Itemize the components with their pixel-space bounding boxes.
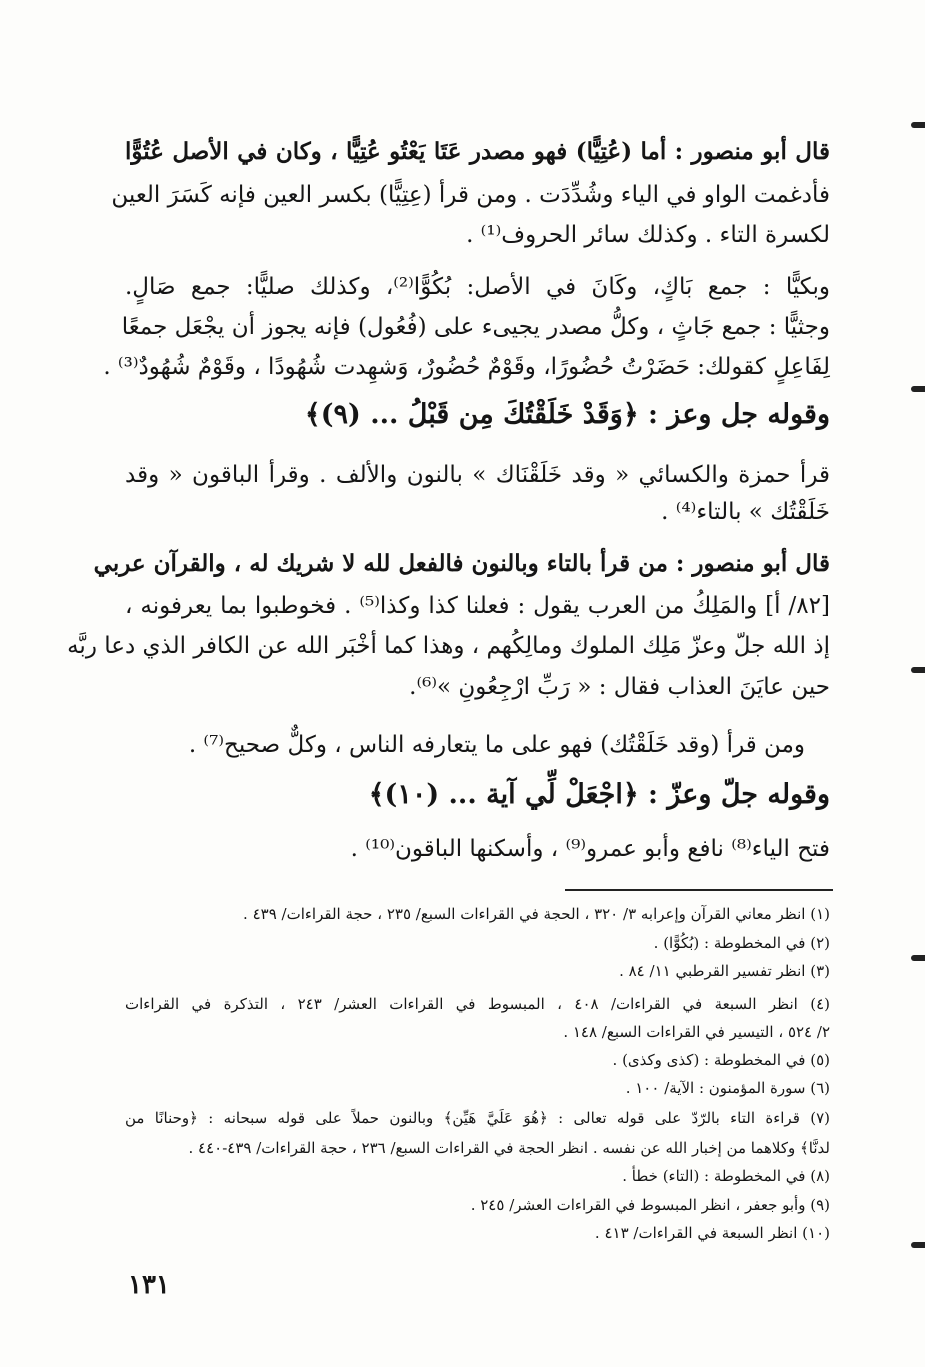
edge-mark xyxy=(911,122,925,128)
footnote: (٩) وأبو جعفر ، انظر المبسوط في القراءات العشر/ ٢٤٥ . xyxy=(470,1196,830,1214)
footnote: (٧) قراءة التاء بالرّدّ على قوله تعالى : ﴿هُوَ عَلَيَّ هَيِّن﴾ وبالنون حملاً على قوله سبحانه : ﴿وحنانًا من xyxy=(125,1109,830,1127)
text-line: وجثيًّا : جمع جَاثٍ ، وكلُّ مصدر يجيىء على (فُعُول) فإنه يجوز أن يجْعَل جمعًا xyxy=(121,314,830,340)
text-line: ومن قرأ (وقد خَلَقْتُك) فهو على ما يتعارفه الناس ، وكلٌّ صحيح⁽⁷⁾ . xyxy=(188,732,805,758)
text-line: حين عايَنَ العذاب فقال : « رَبِّ ارْجِعُونِ »⁽⁶⁾. xyxy=(409,674,830,700)
footnote: (٦) سورة المؤمنون : الآية/ ١٠٠ . xyxy=(625,1079,830,1097)
footnote: لدنَّا﴾ وكلاهما من إخبار الله عن نفسه . انظر الحجة في القراءات السبع/ ٢٣٦ ، حجة القراءات/ ٤٣٩-٤٤٠ . xyxy=(188,1139,830,1157)
text-line: لِفَاعِلٍ كقولك: حَضَرْتُ حُضُورًا، وقَوْمٌ حُضُورٌ، وَشهِدت شُهُودًا ، وقَوْمٌ شُهُودٌ⁽³⁾ . xyxy=(103,354,830,380)
text-line: [٨٢/ أ] والمَلِكُ من العرب يقول : فعلنا كذا وكذا⁽⁵⁾ . فخوطبوا بما يعرفونه ، xyxy=(125,593,830,619)
text-line: وبكيًّا : جمع بَاكٍ، وكَانَ في الأصل: بُكُوًّا⁽²⁾، وكذلك صليًّا: جمع صَالٍ. xyxy=(125,274,830,300)
footnote: (٥) في المخطوطة : (كذى وكذى) . xyxy=(612,1051,830,1069)
text-line: قال أبو منصور : من قرأ بالتاء وبالنون فالفعل لله لا شريك له ، والقرآن عربي xyxy=(93,550,830,577)
footnote: (٢) في المخطوطة : (بُكُوًّا) . xyxy=(653,934,830,952)
footnote-divider xyxy=(565,889,833,891)
text-line: فأدغمت الواو في الياء وشُدِّدَت . ومن قرأ (عِتِيًّا) بكسر العين فإنه كَسَرَ العين xyxy=(111,182,830,208)
footnote: ٢/ ٥٢٤ ، التيسير في القراءات السبع/ ١٤٨ . xyxy=(563,1023,830,1041)
verse-heading: وقوله جلّ وعزّ : ﴿اجْعَلْ لِّي آية ... (١٠)﴾ xyxy=(368,779,830,810)
edge-mark xyxy=(911,667,925,673)
edge-mark xyxy=(911,955,925,961)
edge-mark xyxy=(911,386,925,392)
footnote: (٨) في المخطوطة : (التاء) خطأ . xyxy=(622,1167,830,1185)
text-line: قال أبو منصور : أما (عُتِيًّا) فهو مصدر عَتَا يَعْتُو عُتِيًّا ، وكان في الأصل عُتُوًّا xyxy=(125,138,830,165)
text-line: قرأ حمزة والكسائي « وقد خَلَقْنَاك » بالنون والألف . وقرأ الباقون « وقد xyxy=(125,462,830,488)
footnote: (١٠) انظر السبعة في القراءات/ ٤١٣ . xyxy=(594,1224,830,1242)
text-line: لكسرة التاء . وكذلك سائر الحروف⁽¹⁾ . xyxy=(466,222,830,248)
text-line: خَلَقْتُك » بالتاء⁽⁴⁾ . xyxy=(661,499,830,525)
verse-heading: وقوله جل وعز : ﴿وَقَدْ خَلَقْتُكَ مِن قَبْلُ ... (٩)﴾ xyxy=(304,399,830,430)
text-line: فتح الياء⁽⁸⁾ نافع وأبو عمرو⁽⁹⁾ ، وأسكنها الباقون⁽¹⁰⁾ . xyxy=(350,836,830,862)
page-number: ١٣١ xyxy=(128,1270,170,1300)
edge-mark xyxy=(911,1242,925,1248)
text-line: إذ الله جلّ وعزّ مَلِك الملوك ومالِكُهم ، وهذا كما أخْبَر الله عن الكافر الذي دعا ربَّه xyxy=(67,633,830,659)
footnote: (٣) انظر تفسير القرطبي ١١/ ٨٤ . xyxy=(619,962,830,980)
footnote: (١) انظر معاني القرآن وإعرابه ٣/ ٣٢٠ ، الحجة في القراءات السبع/ ٢٣٥ ، حجة القراءات/ ٤٣٩ . xyxy=(243,905,830,923)
footnote: (٤) انظر السبعة في القراءات/ ٤٠٨ ، المبسوط في القراءات العشر/ ٢٤٣ ، التذكرة في القراءات xyxy=(125,995,830,1013)
